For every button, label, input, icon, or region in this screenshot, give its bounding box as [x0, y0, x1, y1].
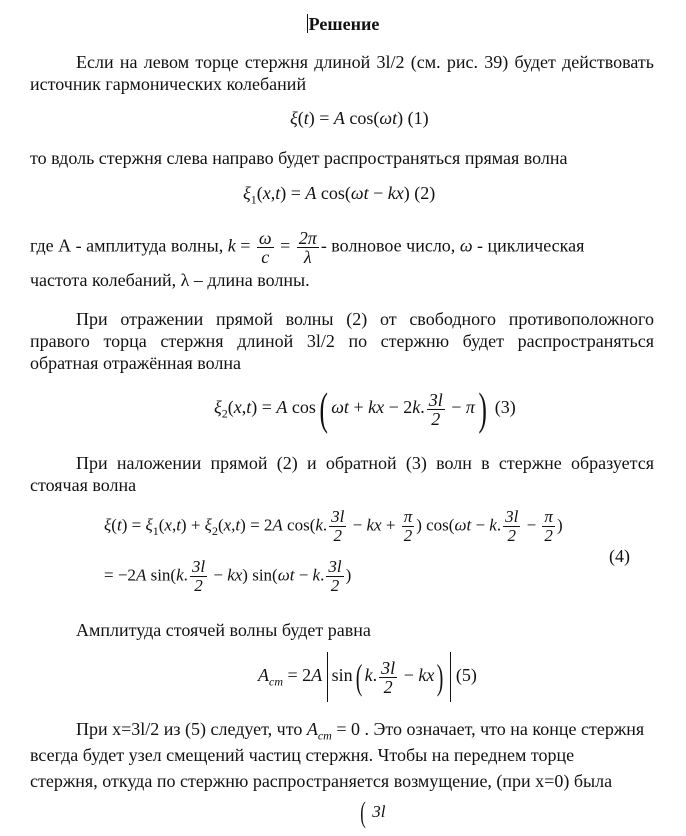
paragraph-wave-number-cont: частота колебаний, λ – длина волны.: [30, 270, 310, 290]
paragraph-standing-wave: При наложении прямой (2) и обратной (3) волн в стержне образуется стоячая волна: [30, 453, 654, 495]
paragraph-node-line-2: всегда будет узел смещений частиц стержня. Чтобы на переднем торце: [30, 745, 575, 765]
paragraph-reflection: При отражении прямой волны (2) от свободного противоположного правого торца стержня длиной 3l/2 по стержню будет распространяться обратная отражённая волна: [30, 309, 654, 373]
equation-6-partial: ( 3l: [360, 796, 386, 829]
equation-1: ξ(t) = A cos(ωt) (1): [290, 108, 429, 128]
fraction-omega-c: $\frac{\omega}{c}$: [258, 228, 272, 267]
paragraph-node-line-1: При x=3l/2 из (5) следует, что $A_{ст} = 0$ . Это означает, что на конце стержня: [76, 719, 645, 743]
fraction-2pi-lambda: $\frac{2\pi}{\lambda}$: [298, 228, 317, 267]
paragraph-amplitude: Амплитуда стоячей волны будет равна: [76, 620, 371, 640]
paragraph-wave-number: где А - амплитуда волны, k = $\frac{\omega}{c}$ = $\frac{2\pi}{\lambda}$ - волновое число, ω - циклическая: [30, 228, 585, 267]
document-title: Решение: [308, 14, 380, 34]
equation-4-tag: (4): [609, 546, 630, 566]
equation-2: $\xi_1(x,t) = A$ cos(ωt − kx) (2): [243, 183, 436, 207]
paragraph-node-line-3: стержня, откуда по стержню распространяется возмущение, (при x=0) была: [30, 771, 613, 791]
paragraph-direct-wave: то вдоль стержня слева направо будет распространяться прямая волна: [30, 148, 568, 168]
paragraph-intro: Если на левом торце стержня длиной 3l/2 (см. рис. 39) будет действовать источник гармонических колебаний: [30, 52, 654, 94]
equation-4-line-1: $\xi(t) = \xi_1(x,t) + \xi_2(x,t) = 2A$ cos(k. $\frac{3l}{2}$ − kx + $\frac{\pi}{2}$ ) cos(ωt − k. $\frac{3l}{2}$ − $\frac{\pi}{2}$ ): [104, 507, 563, 545]
equation-5: $A_{ст} = 2A$ sin( k. $\frac{3l}{2}$ − kx) (5): [258, 652, 477, 702]
equation-4-line-2: = −2A sin(k. $\frac{3l}{2}$ − kx) sin(ωt − k. $\frac{3l}{2}$ ): [104, 557, 352, 595]
text-cursor: [307, 14, 308, 33]
equation-3: $\xi_2(x,t) = A$ cos( ωt + kx − 2k. $\frac{3l}{2}$ − π) (3): [214, 383, 516, 434]
